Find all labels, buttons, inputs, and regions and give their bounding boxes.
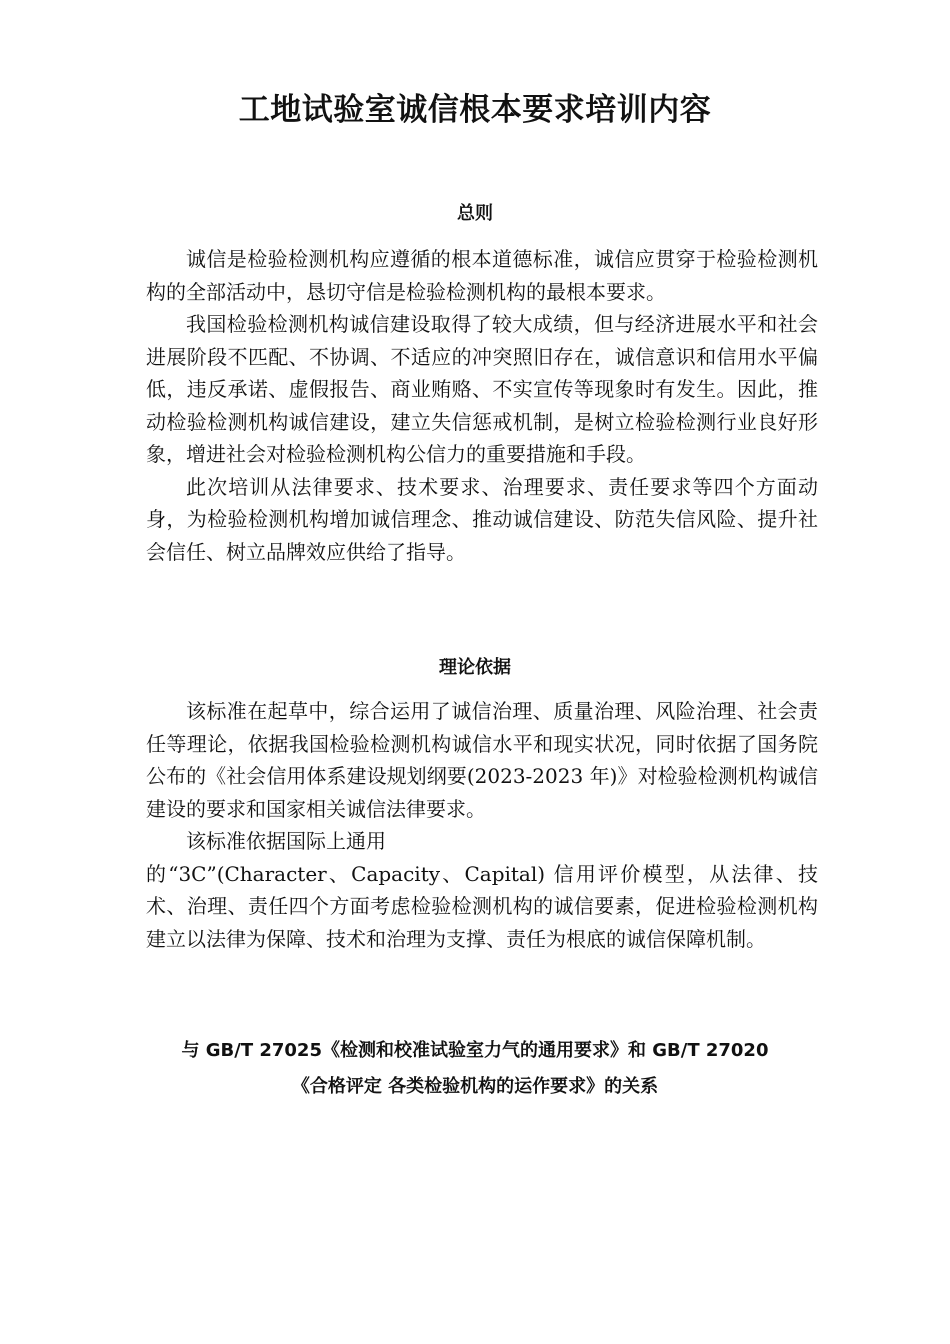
general-paragraph: 诚信是检验检测机构应遵循的根本道德标准，诚信应贯穿于检验检测机构的全部活动中，恳切守信是检验检测机构的最根本要求。 [146,247,818,304]
document-title: 工地试验室诚信根本要求培训内容 [238,92,712,128]
relation-heading-line-2: 《合格评定 各类检验机构的运作要求》的关系 [291,1076,659,1097]
theory-paragraph: 该标准在起草中，综合运用了诚信治理、质量治理、风险治理、社会责任等理论，依据我国检验检测机构诚信水平和现实状况，同时依据了国务院公布的《社会信用体系建设规划纲要(2023-2023 年)》对检验检测机构诚信建设的要求和国家相关诚信法律要求。 [146,699,818,821]
theory-short-line: 该标准依据国际上通用 [186,829,386,853]
general-paragraph: 我国检验检测机构诚信建设取得了较大成绩，但与经济进展水平和社会进展阶段不匹配、不协调、不适应的冲突照旧存在，诚信意识和信用水平偏低，违反承诺、虚假报告、商业贿赂、不实宣传等现象时有发生。因此，推动检验检测机构诚信建设，建立失信惩戒机制，是树立检验检测行业良好形象，增进社会对检验检测机构公信力的重要措施和手段。 [146,312,818,466]
section-heading-relation [100,1033,850,1105]
section-heading-theory: 理论依据 [439,657,511,678]
theory-section-body [146,695,818,955]
general-paragraph: 此次培训从法律要求、技术要求、治理要求、责任要求等四个方面动身，为检验检测机构增加诚信理念、推动诚信建设、防范失信风险、提升社会信任、树立品牌效应供给了指导。 [146,474,818,564]
section-heading-general: 总则 [457,203,493,224]
relation-heading-line-1: 与 GB/T 27025《检测和校准试验室力气的通用要求》和 GB/T 27020 [181,1040,769,1061]
theory-continuation: 的“3C”(Character、Capacity、Capital) 信用评价模型，从法律、技术、治理、责任四个方面考虑检验检测机构的诚信要素，促进检验检测机构建立以法律为保障、技术和治理为支撑、责任为根底的诚信保障机制。 [146,861,818,951]
general-section-body [146,243,818,568]
